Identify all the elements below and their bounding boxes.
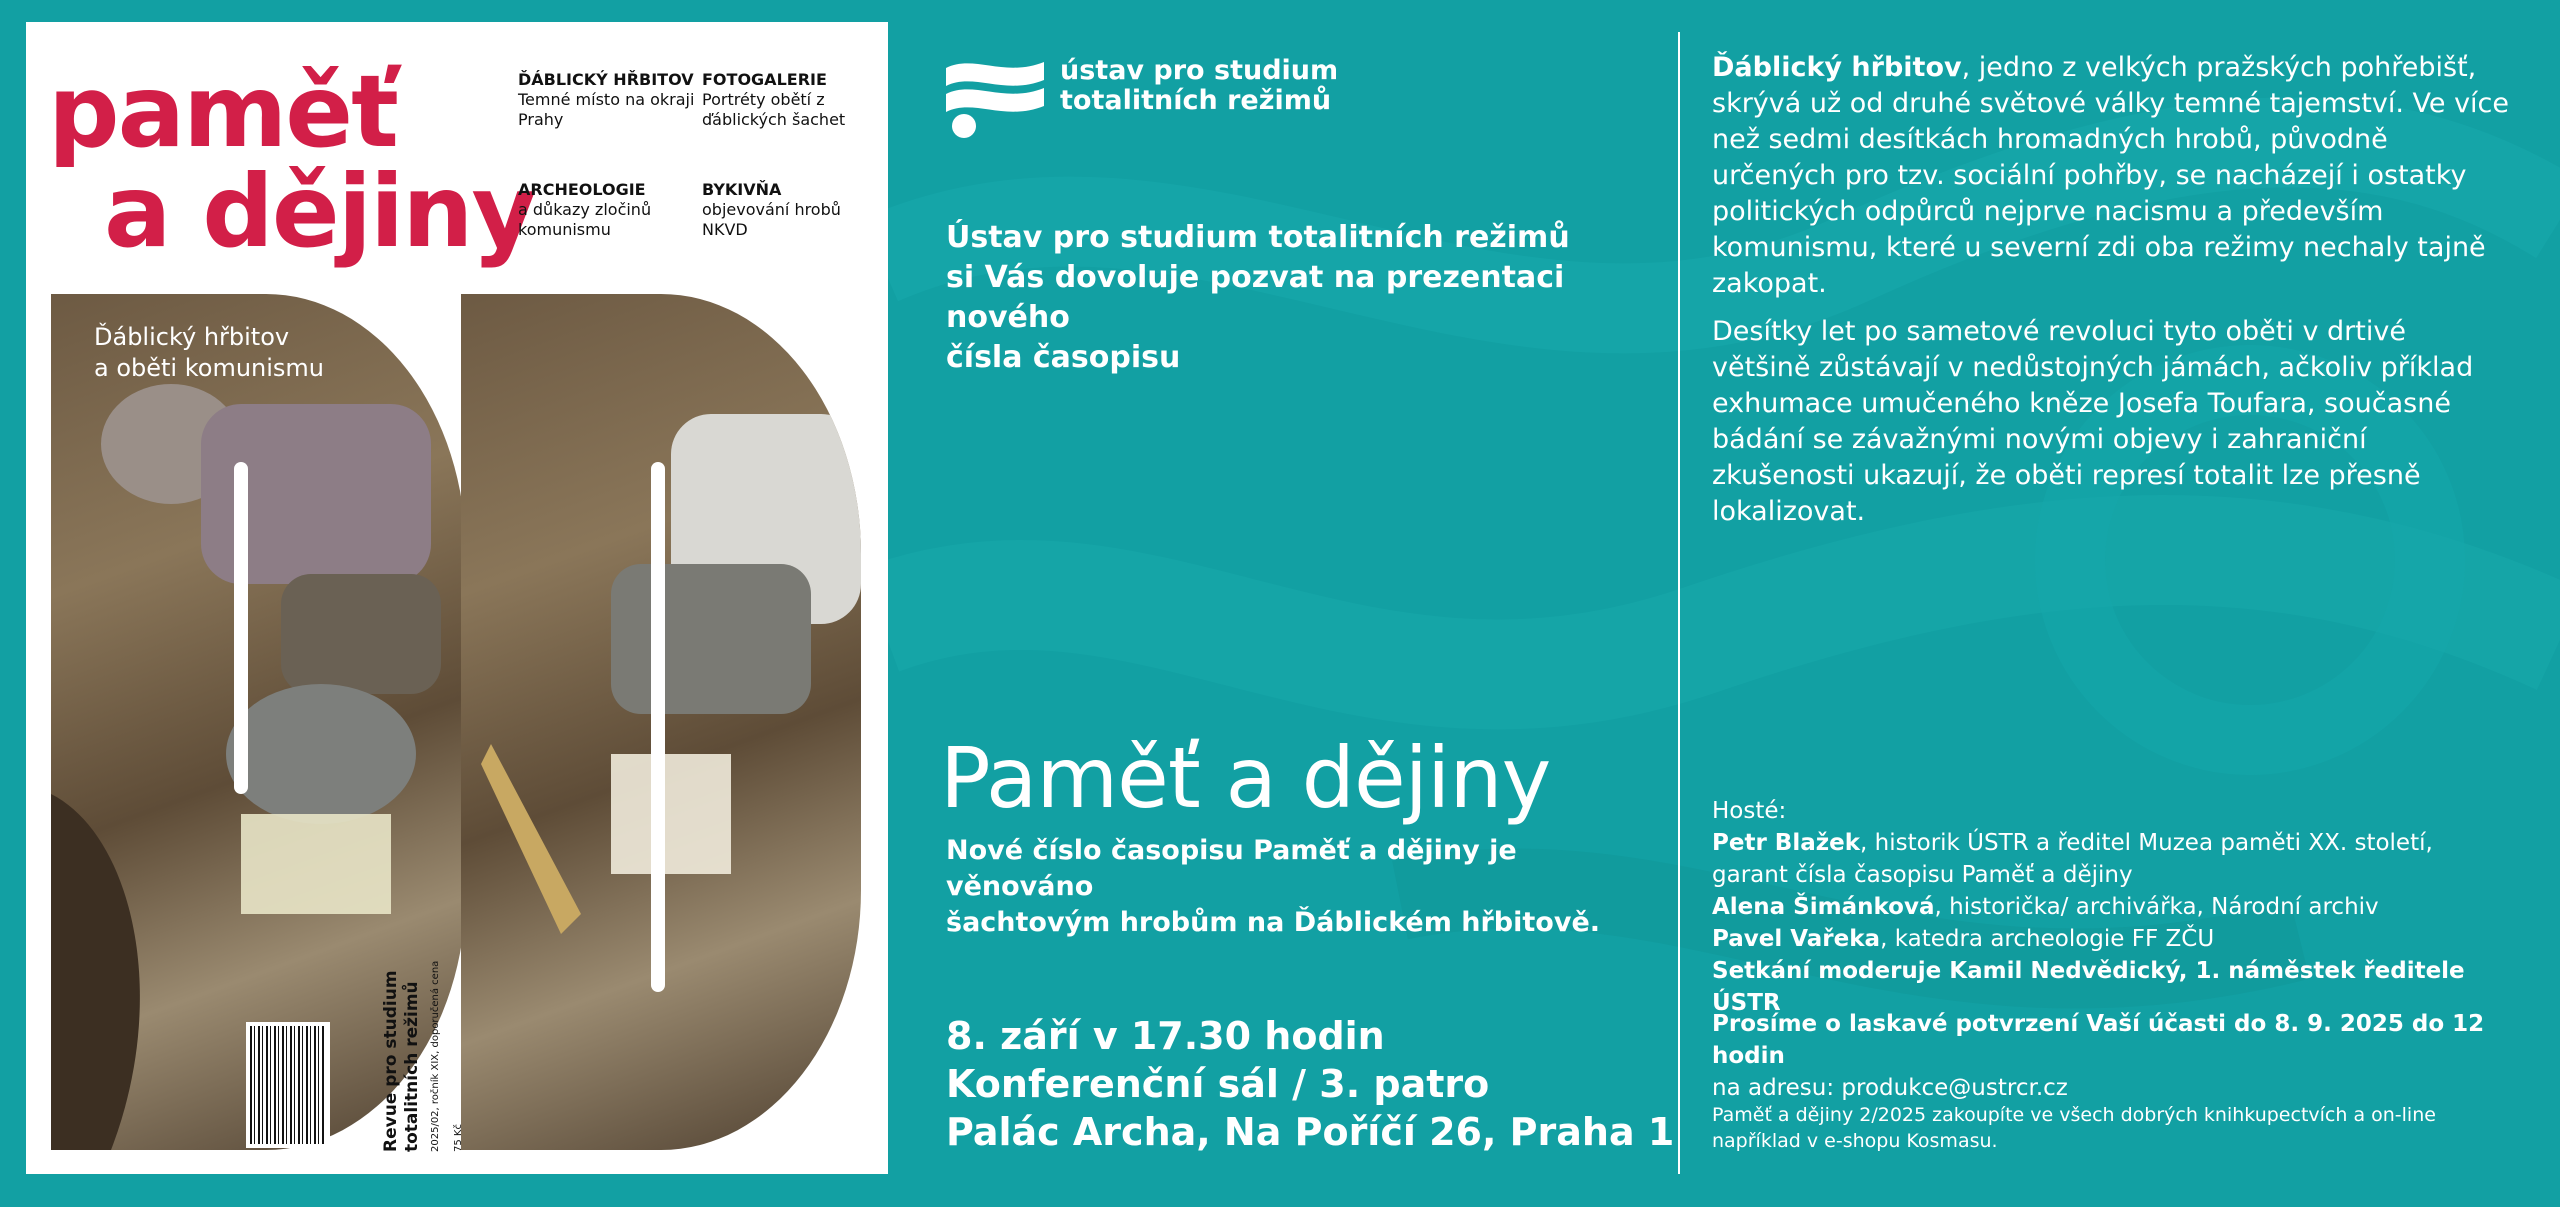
cover-photo-title-line1: Ďáblický hřbitov <box>94 323 290 351</box>
teaser-bykivna <box>702 180 852 240</box>
footer-note <box>1712 1102 2512 1154</box>
magazine-cover <box>26 22 888 1174</box>
teaser-head: ARCHEOLOGIE <box>518 180 646 199</box>
footer-line-2: například v e-shopu Kosmasu. <box>1712 1130 1998 1152</box>
magazine-brand <box>48 53 535 270</box>
guest-name: Petr Blažek <box>1712 830 1861 856</box>
guest-role: , historička/ archivářka, Národní archiv <box>1934 894 2379 920</box>
guest-1 <box>1712 827 2512 859</box>
event-details <box>946 1012 1674 1156</box>
logo-line-1: ústav pro studium <box>1060 55 1339 86</box>
cover-spine-text <box>381 952 469 1152</box>
guests-heading: Hosté: <box>1712 798 1787 824</box>
guest-3 <box>1712 923 2512 955</box>
event-title: Paměť a dějiny <box>940 729 1551 827</box>
cover-photo-title-line2: a oběti komunismu <box>94 354 325 382</box>
guest-role: , katedra archeologie FF ZČU <box>1880 926 2215 952</box>
ustr-logo-text <box>1060 56 1338 116</box>
cover-photo-title <box>94 322 324 384</box>
barcode <box>246 1022 330 1148</box>
event-room: Konferenční sál / 3. patro <box>946 1062 1490 1106</box>
teaser-body: objevování hrobů NKVD <box>702 200 841 239</box>
teaser-head: BYKIVŇA <box>702 180 782 199</box>
invite-line-2: si Vás dovoluje pozvat na prezentaci nového <box>946 260 1565 335</box>
invite-line-3: čísla časopisu <box>946 340 1181 375</box>
brand-line-1: paměť <box>48 53 397 170</box>
rsvp <box>1712 1008 2512 1104</box>
description-paragraph-1 <box>1712 50 2512 302</box>
ustr-logo-icon <box>944 54 1048 140</box>
invitation-text <box>946 218 1646 378</box>
description-paragraph-2: Desítky let po sametové revoluci tyto oběti v drtivé většině zůstávají v nedůstojných jámách, ačkoliv příklad exhumace umučeného kněze Josefa Toufara, současné bádání se závažnými novými objevy i zahraniční zkušenosti ukazují, že oběti represí totalit lze přesně lokalizovat. <box>1712 316 2474 527</box>
guests-list <box>1712 795 2512 1019</box>
description-bold: Ďáblický hřbitov <box>1712 52 1962 83</box>
guest-role: , historik ÚSTR a ředitel Muzea paměti XX. století, <box>1860 830 2433 856</box>
rsvp-line-2[interactable]: na adresu: produkce@ustrcr.cz <box>1712 1075 2068 1101</box>
cover-slot-right <box>651 462 665 992</box>
vertical-divider <box>1678 32 1680 1174</box>
subtitle-line-1: Nové číslo časopisu Paměť a dějiny je věnováno <box>946 835 1517 902</box>
teaser-head: FOTOGALERIE <box>702 70 827 89</box>
event-subtitle <box>946 833 1646 941</box>
description-p1-text: , jedno z velkých pražských pohřebišť, skrývá už od druhé světové války temné tajemství. Ve více než sedmi desítkách hromadných hrobů, původně určených pro tzv. sociální pohřby, se nacházejí i ostatky politických odpůrců nejprve nacismu a především komunismu, které u severní zdi oba režimy nechaly tajně zakopat. <box>1712 52 2510 299</box>
rsvp-line-1: Prosíme o laskavé potvrzení Vaší účasti do 8. 9. 2025 do 12 hodin <box>1712 1011 2485 1069</box>
guest-name: Alena Šimánková <box>1712 894 1935 920</box>
invite-line-1: Ústav pro studium totalitních režimů <box>946 220 1570 255</box>
spine-line-1: Revue pro studium <box>381 970 401 1152</box>
moderator: Setkání moderuje Kamil Nedvědický, 1. náměstek ředitele ÚSTR <box>1712 958 2465 1016</box>
teaser-fotogalerie <box>702 70 852 130</box>
footer-line-1: Paměť a dějiny 2/2025 zakoupíte ve všech dobrých knihkupectvích a on-line <box>1712 1104 2436 1126</box>
guest-1-role-cont: garant čísla časopisu Paměť a dějiny <box>1712 862 2133 888</box>
guest-2 <box>1712 891 2512 923</box>
cover-slot-left <box>234 462 248 794</box>
description <box>1712 50 2512 542</box>
teaser-head: ĎÁBLICKÝ HŘBITOV <box>518 70 694 89</box>
guest-name: Pavel Vařeka <box>1712 926 1881 952</box>
spine-small-print: 2025/02, ročník XIX, doporučená cena 75 Kč <box>430 960 464 1152</box>
subtitle-line-2: šachtovým hrobům na Ďáblickém hřbitově. <box>946 907 1601 938</box>
teaser-body: a důkazy zločinů komunismu <box>518 200 652 239</box>
logo-line-2: totalitních režimů <box>1060 85 1332 116</box>
spine-line-2: totalitních režimů <box>402 981 422 1152</box>
brand-line-2: a dějiny <box>104 153 535 270</box>
teaser-body: Portréty obětí z ďáblických šachet <box>702 90 846 129</box>
teaser-dablicky <box>518 70 698 130</box>
teaser-archeologie <box>518 180 668 240</box>
event-date: 8. září v 17.30 hodin <box>946 1014 1385 1058</box>
teaser-body: Temné místo na okraji Prahy <box>518 90 695 129</box>
event-place: Palác Archa, Na Poříčí 26, Praha 1 <box>946 1110 1675 1154</box>
